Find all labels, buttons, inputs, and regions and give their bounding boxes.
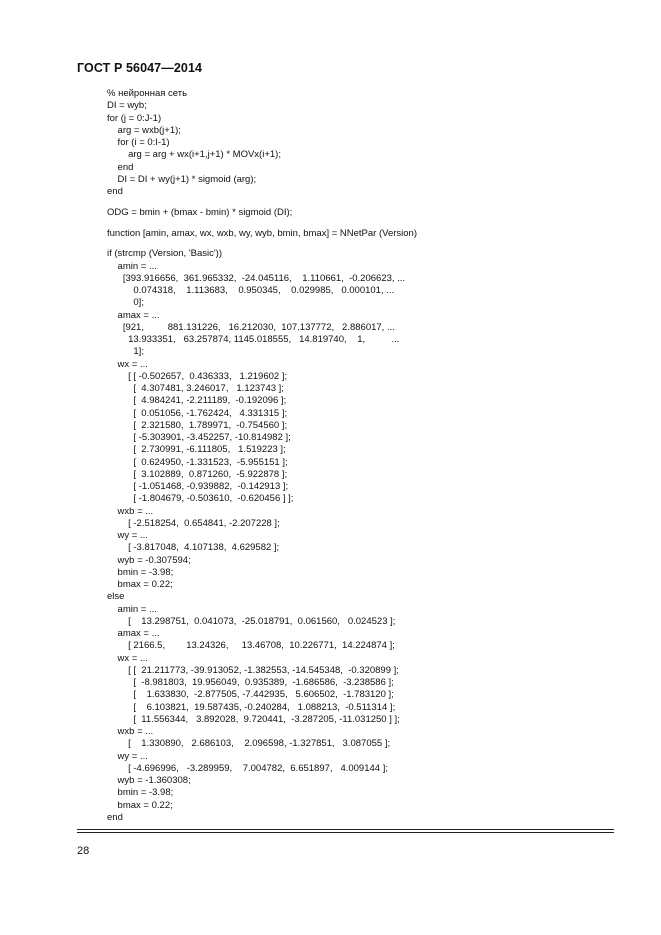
code-block-parameters [107,248,417,824]
code-line: bmin = -3.98; [107,787,174,799]
code-line: [393.916656, 361.965332, -24.045116, 1.110661, -0.206623, ... [107,272,406,284]
code-line: [ [ 21.211773, -39.913052, -1.382553, -14.545348, -0.320899 ]; [107,664,399,676]
footer-rule [77,829,614,830]
code-line: end [107,811,123,823]
code-line: 1]; [107,346,144,358]
code-line: [ 0.051056, -1.762424, 4.331315 ]; [107,407,288,419]
page-number: 28 [77,845,90,857]
code-line: end [107,186,123,197]
code-line: [ 13.298751, 0.041073, -25.018791, 0.061560, 0.024523 ]; [107,615,396,627]
code-line: wyb = -1.360308; [107,775,191,786]
code-line: function [amin, amax, wx, wxb, wy, wyb, bmin, bmax] = NNetPar (Version) [107,227,417,239]
code-line: if (strcmp (Version, 'Basic')) [107,248,223,260]
code-line: [ 2.730991, -6.111805, 1.519223 ]; [107,444,286,456]
code-line: amax = ... [107,309,160,321]
code-line: for (j = 0:J-1) [107,112,162,124]
code-line: [ -1.804679, -0.503610, -0.620456 ] ]; [107,493,294,505]
code-line: ODG = bmin + (bmax - bmin) * sigmoid (DI); [107,206,293,218]
code-line: [ 2166.5, 13.24326, 13.46708, 10.226771, 14.224874 ]; [107,640,395,652]
code-line: [ 2.321580, 1.789971, -0.754560 ]; [107,419,288,431]
code-line: [ -4.696996, -3.289959, 7.004782, 6.651897, 4.009144 ]; [107,762,388,774]
code-line: DI = wyb; [107,100,147,112]
code-line: [ 4.984241, -2.211189, -0.192096 ]; [107,395,287,407]
code-line: [ -5.303901, -3.452257, -10.814982 ]; [107,432,291,443]
code-line: [ 0.624950, -1.331523, -5.955151 ]; [107,456,288,468]
code-block-function [107,228,417,240]
code-line: 13.933351, 63.257874, 1145.018555, 14.819740, 1, ... [107,334,400,345]
code-line: bmin = -3.98; [107,566,174,578]
code-line: [921, 881.131226, 16.212030, 107.137772, 2.886017, ... [107,321,395,333]
code-line: [ 6.103821, 19.587435, -0.240284, 1.088213, -0.511314 ]; [107,701,396,713]
code-line: for (i = 0:I-1) [107,137,170,148]
document-header: ГОСТ Р 56047—2014 [77,61,203,75]
code-line: [ 3.102889, 0.871260, -5.922878 ]; [107,468,288,480]
code-line: wy = ... [107,530,148,541]
code-line: % нейронная сеть [107,88,188,99]
code-line: wx = ... [107,358,148,370]
code-block-network [107,88,417,198]
code-line: wx = ... [107,652,148,664]
code-line: [ 1.330890, 2.686103, 2.096598, -1.327851, 3.087055 ]; [107,738,391,750]
code-line: amin = ... [107,603,157,615]
code-line: arg = arg + wx(i+1,j+1) * MOVx(i+1); [107,149,281,161]
code-line: 0.074318, 1.113683, 0.950345, 0.029985, 0.000101, ... [107,285,395,296]
code-line: [ -8.981803, 19.956049, 0.935389, -1.686586, -3.238586 ]; [107,677,394,688]
code-line: [ -2.518254, 0.654841, -2.207228 ]; [107,517,280,529]
code-listing [107,88,417,824]
code-line: bmax = 0.22; [107,579,173,590]
code-line: [ [ -0.502657, 0.436333, 1.219602 ]; [107,370,288,382]
code-line: wy = ... [107,750,148,762]
code-line: wxb = ... [107,726,154,737]
code-line: wyb = -0.307594; [107,554,191,566]
code-line: [ -3.817048, 4.107138, 4.629582 ]; [107,542,280,554]
code-line: [ 11.556344, 3.892028, 9.720441, -3.287205, -11.031250 ] ]; [107,713,400,725]
code-line: amax = ... [107,628,160,639]
code-line: bmax = 0.22; [107,799,173,811]
code-line: DI = DI + wy(j+1) * sigmoid (arg); [107,173,257,185]
code-line: [ -1.051468, -0.939882, -0.142913 ]; [107,481,289,492]
code-block-odg [107,207,417,219]
code-line: [ 4.307481, 3.246017, 1.123743 ]; [107,383,284,394]
code-line: else [107,591,125,603]
code-line: end [107,161,134,173]
code-line: arg = wxb(j+1); [107,124,181,136]
code-line: amin = ... [107,260,157,272]
footer-rule [77,832,614,833]
code-line: [ 1.633830, -2.877505, -7.442935, 5.606502, -1.783120 ]; [107,689,394,701]
code-line: 0]; [107,297,144,309]
code-line: wxb = ... [107,505,154,517]
